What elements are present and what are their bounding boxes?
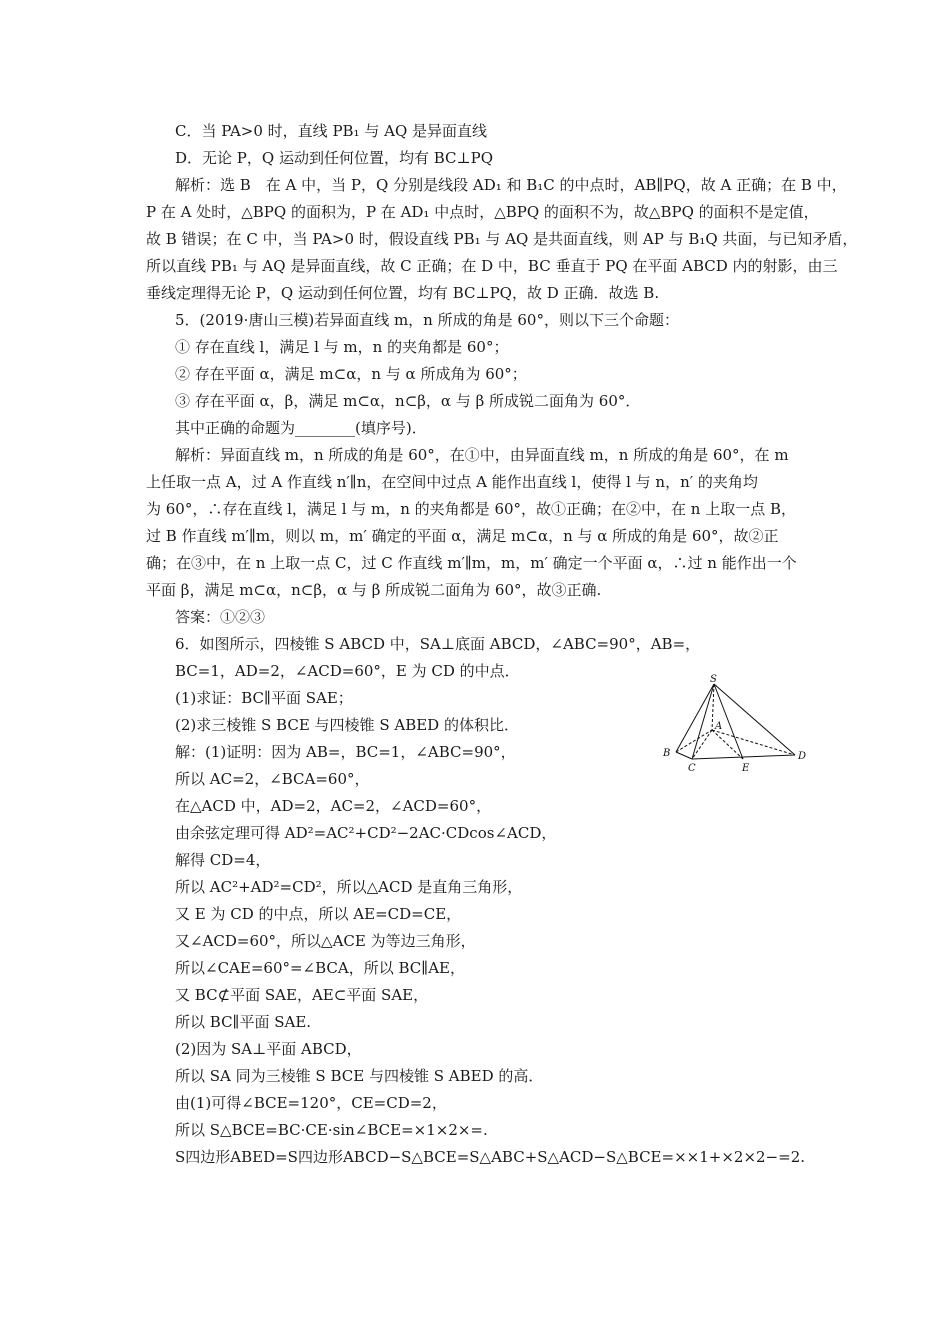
edge-ac bbox=[692, 730, 712, 759]
text-line: 平面 β，满足 m⊂α，n⊂β，α 与 β 所成锐二面角为 60°，故③正确. bbox=[146, 581, 602, 599]
text-line: 5．(2019·唐山三模)若异面直线 m，n 所成的角是 60°，则以下三个命题： bbox=[175, 311, 679, 329]
pyramid-figure bbox=[655, 672, 815, 772]
text-line: 确；在③中，在 n 上取一点 C，过 C 作直线 m′∥m，m，m′ 确定一个平面 α，∴过 n 能作出一个 bbox=[146, 554, 797, 572]
text-line: ③ 存在平面 α，β，满足 m⊂α，n⊂β，α 与 β 所成锐二面角为 60°． bbox=[175, 392, 641, 410]
text-line: 解：(1)证明：因为 AB=，BC=1，∠ABC=90°， bbox=[175, 743, 516, 761]
label-s: S bbox=[710, 674, 717, 685]
text-line: C．当 PA>0 时，直线 PB₁ 与 AQ 是异面直线 bbox=[175, 122, 488, 140]
edge-cd bbox=[692, 755, 795, 759]
edge-sb bbox=[676, 684, 714, 752]
text-line: 故 B 错误；在 C 中，当 PA>0 时，假设直线 PB₁ 与 AQ 是共面直线，则 AP 与 B₁Q 共面，与已知矛盾， bbox=[146, 230, 858, 248]
label-a: A bbox=[715, 721, 723, 732]
text-line: 解得 CD=4， bbox=[175, 851, 271, 869]
edge-bc bbox=[676, 752, 692, 759]
label-c: C bbox=[688, 763, 696, 772]
text-line: 所以 AC²+AD²=CD²，所以△ACD 是直角三角形， bbox=[175, 878, 523, 896]
text-line: 又 BC⊄平面 SAE，AE⊂平面 SAE， bbox=[175, 986, 429, 1004]
text-line: 所以 S△BCE=BC·CE·sin∠BCE=×1×2×=. bbox=[175, 1121, 488, 1139]
document-text bbox=[146, 118, 858, 1171]
edge-sd bbox=[714, 684, 795, 755]
text-line: D．无论 P，Q 运动到任何位置，均有 BC⊥PQ bbox=[175, 149, 493, 167]
text-line: (2)求三棱锥 S BCE 与四棱锥 S ABED 的体积比． bbox=[175, 716, 519, 734]
text-line: 所以 BC∥平面 SAE. bbox=[175, 1013, 312, 1031]
text-line: 为 60°，∴存在直线 l，满足 l 与 m，n 的夹角都是 60°，故①正确；在②中，在 n 上取一点 B， bbox=[146, 500, 797, 518]
text-line: 解析：异面直线 m，n 所成的角是 60°，在①中，由异面直线 m，n 所成的角是 60°，在 m bbox=[175, 446, 789, 464]
text-line: BC=1，AD=2，∠ACD=60°，E 为 CD 的中点． bbox=[175, 662, 520, 680]
text-line: 所以 AC=2，∠BCA=60°， bbox=[175, 770, 370, 788]
text-line: 垂线定理得无论 P，Q 运动到任何位置，均有 BC⊥PQ，故 D 正确．故选 B. bbox=[146, 284, 660, 302]
text-line: 所以 SA 同为三棱锥 S BCE 与四棱锥 S ABED 的高． bbox=[175, 1067, 544, 1085]
label-b: B bbox=[663, 748, 671, 759]
text-line: 答案：①②③ bbox=[175, 608, 266, 626]
edge-ba bbox=[676, 730, 712, 752]
text-line: 上任取一点 A，过 A 作直线 n′∥n，在空间中过点 A 能作出直线 l，使得 l 与 n，n′ 的夹角均 bbox=[146, 473, 758, 491]
text-line: 在△ACD 中，AD=2，AC=2，∠ACD=60°， bbox=[175, 797, 492, 815]
text-line: 6．如图所示，四棱锥 S ABCD 中，SA⊥底面 ABCD，∠ABC=90°，AB=， bbox=[175, 635, 701, 653]
text-line: ① 存在直线 l，满足 l 与 m，n 的夹角都是 60°； bbox=[175, 338, 509, 356]
text-line: 又∠ACD=60°，所以△ACE 为等边三角形， bbox=[175, 932, 476, 950]
edge-ad bbox=[712, 730, 795, 755]
text-line: 过 B 作直线 m′∥m，则以 m，m′ 确定的平面 α，满足 m⊂α，n 与 α 所成的角是 60°，故②正 bbox=[146, 527, 779, 545]
text-line: 由(1)可得∠BCE=120°，CE=CD=2， bbox=[175, 1094, 447, 1112]
label-d: D bbox=[798, 751, 807, 762]
text-line: 解析：选 B 在 A 中，当 P，Q 分别是线段 AD₁ 和 B₁C 的中点时，AB∥PQ，故 A 正确；在 B 中， bbox=[175, 176, 847, 194]
text-line: 所以直线 PB₁ 与 AQ 是异面直线，故 C 正确；在 D 中，BC 垂直于 PQ 在平面 ABCD 内的射影，由三 bbox=[146, 257, 838, 275]
text-line: S四边形ABED=S四边形ABCD−S△BCE=S△ABC+S△ACD−S△BCE=××1+×2×2−=2. bbox=[175, 1148, 806, 1166]
text-line: P 在 A 处时，△BPQ 的面积为，P 在 AD₁ 中点时，△BPQ 的面积不为，故△BPQ 的面积不是定值， bbox=[146, 203, 819, 221]
text-line: 所以∠CAE=60°=∠BCA，所以 BC∥AE， bbox=[175, 959, 465, 977]
text-line: ② 存在平面 α，满足 m⊂α，n 与 α 所成角为 60°； bbox=[175, 365, 527, 383]
text-line: 其中正确的命题为________(填序号)． bbox=[175, 419, 427, 437]
edge-sc bbox=[692, 684, 714, 759]
text-line: (1)求证：BC∥平面 SAE； bbox=[175, 689, 353, 707]
label-e: E bbox=[742, 763, 750, 772]
text-line: 又 E 为 CD 的中点，所以 AE=CD=CE， bbox=[175, 905, 462, 923]
text-line: 由余弦定理可得 AD²=AC²+CD²−2AC·CDcos∠ACD， bbox=[175, 824, 557, 842]
text-line: (2)因为 SA⊥平面 ABCD， bbox=[175, 1040, 362, 1058]
